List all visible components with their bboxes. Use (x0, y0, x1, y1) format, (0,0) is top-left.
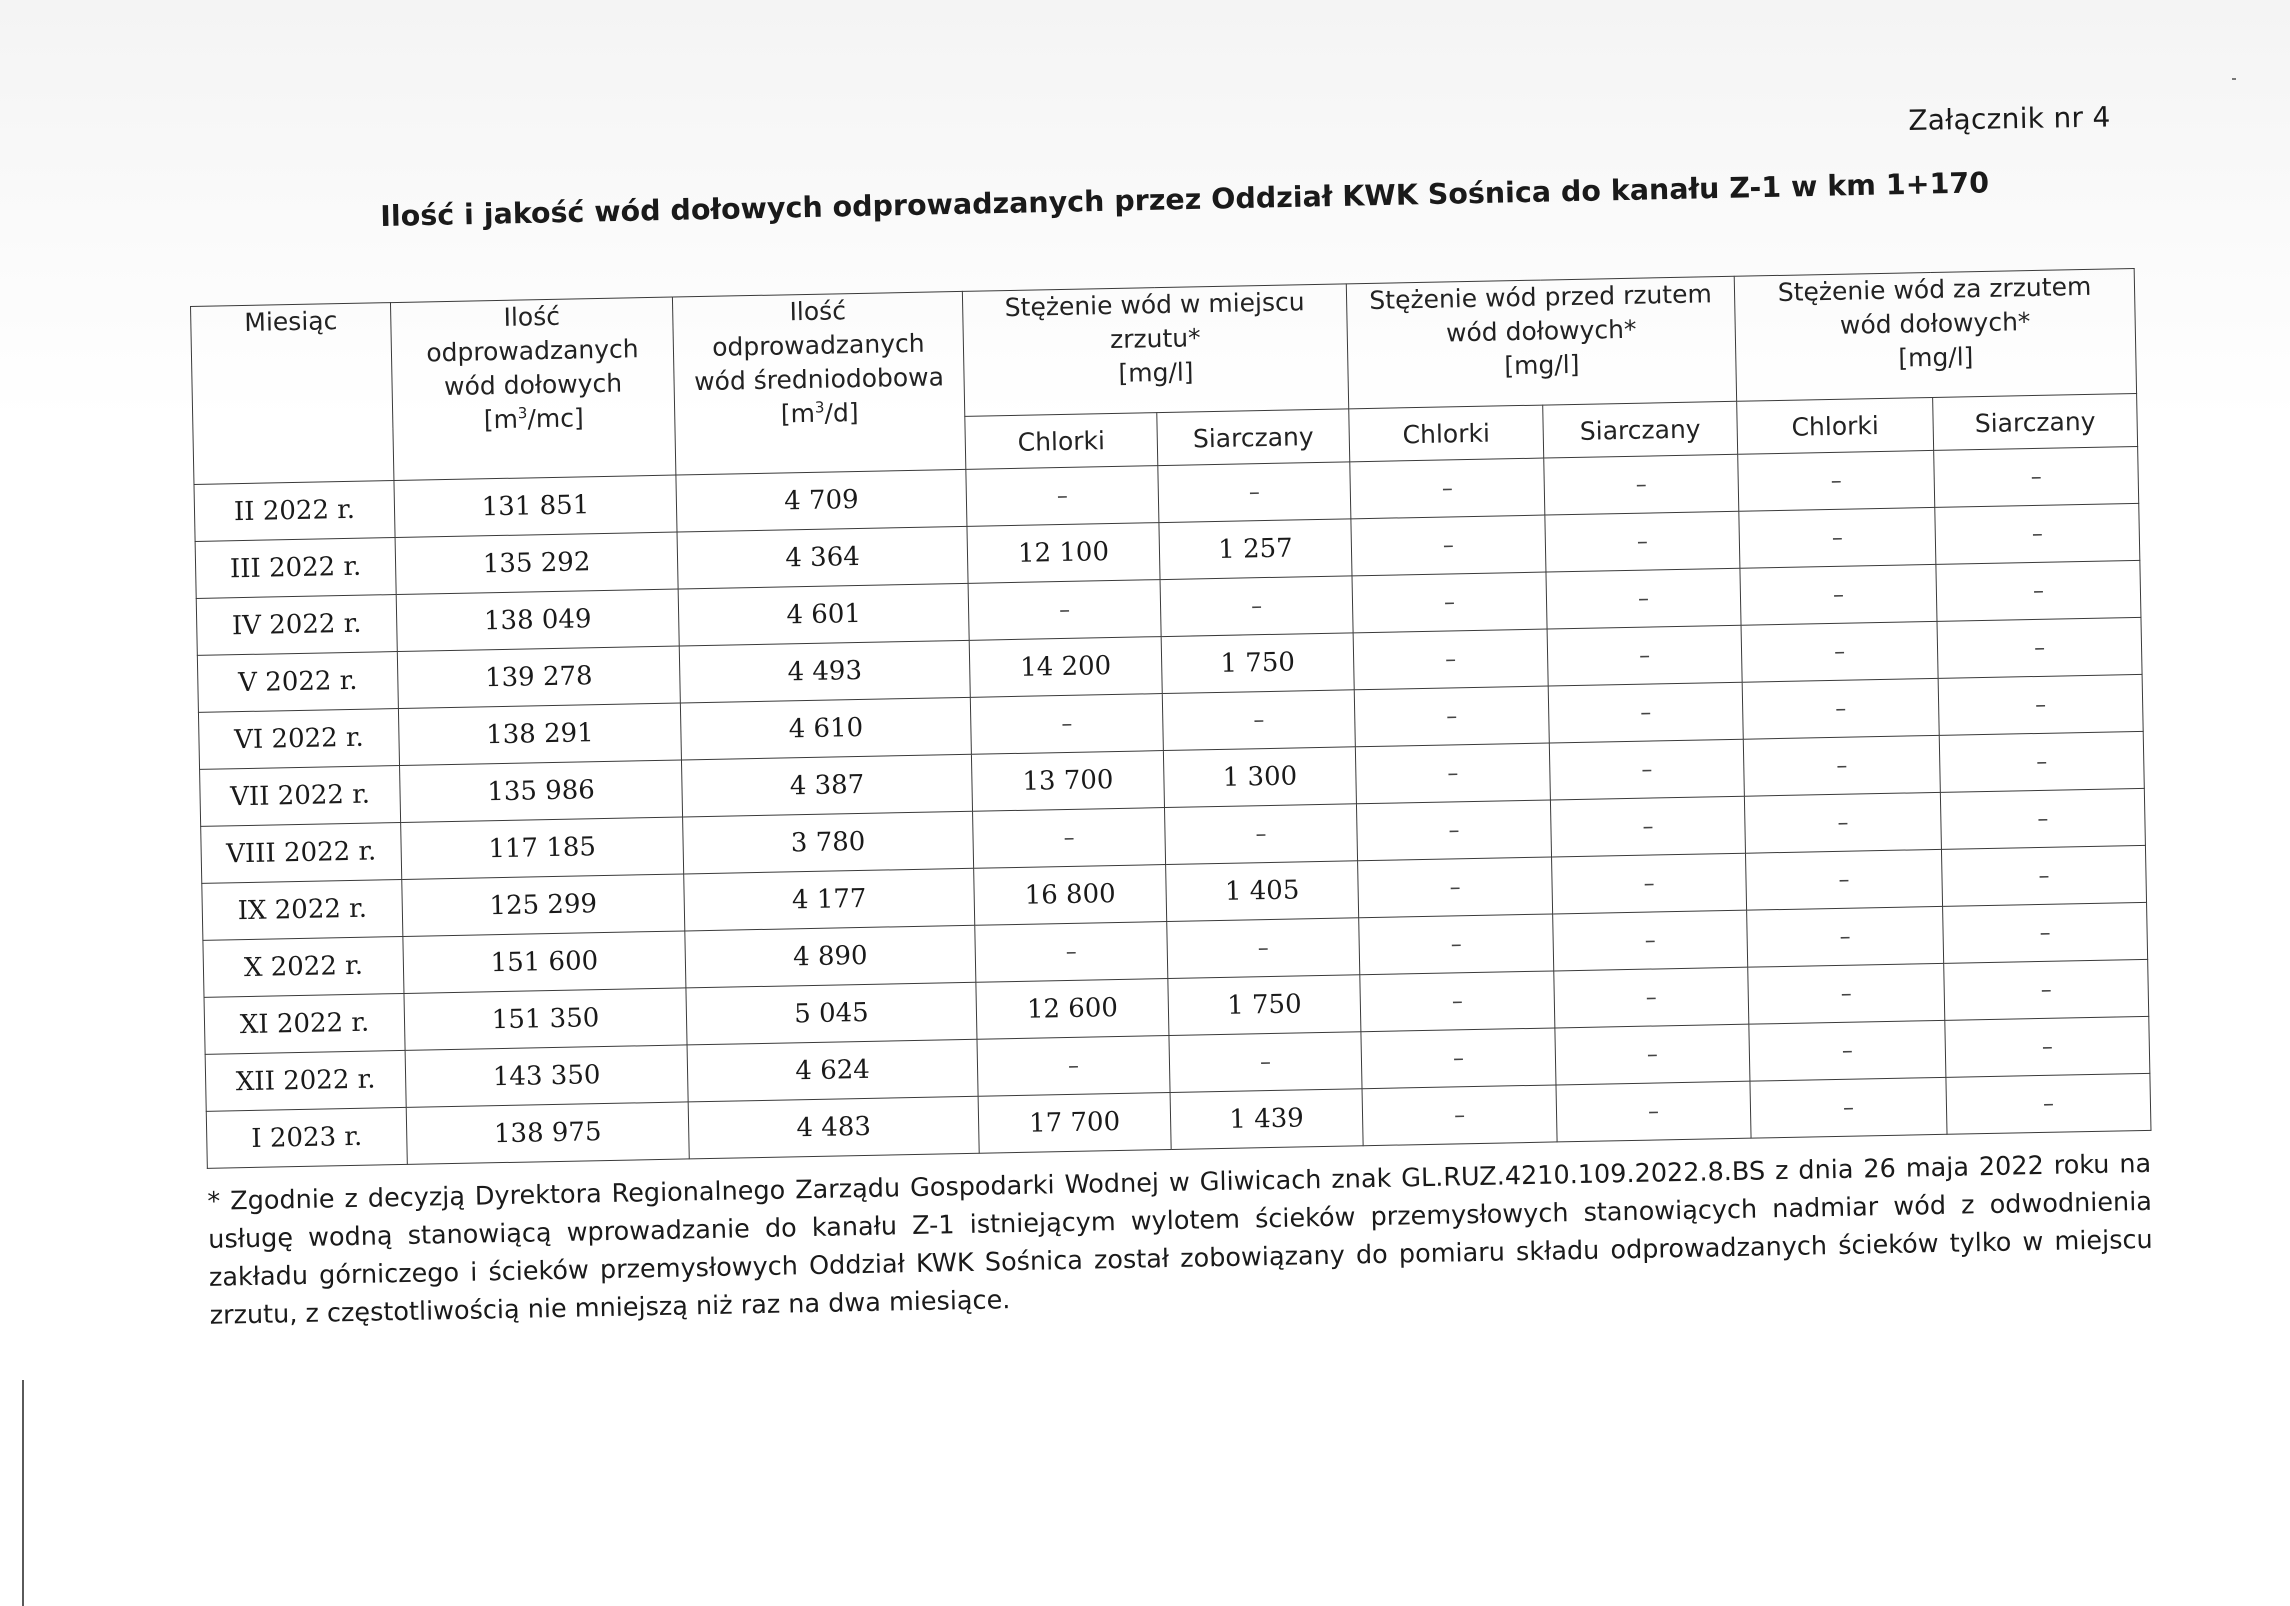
cell-after-sulfates: – (1940, 788, 2145, 849)
cell-discharge-sulfates: – (1167, 918, 1360, 979)
cell-discharge-sulfates: – (1164, 804, 1357, 865)
cell-month: IX 2022 r. (202, 879, 403, 940)
cell-month: VII 2022 r. (200, 765, 401, 826)
cell-daily-volume: 4 601 (678, 583, 969, 646)
cell-after-sulfates: – (1943, 902, 2148, 963)
cell-after-chlorides: – (1740, 564, 1937, 625)
cell-after-sulfates: – (1938, 674, 2143, 735)
header-monthly-volume-line3: wód dołowych (443, 368, 623, 402)
cell-after-sulfates: – (1936, 560, 2141, 621)
header-monthly-volume-line2: odprowadzanych (425, 334, 639, 368)
cell-discharge-chlorides: – (973, 808, 1166, 869)
header-daily-volume-unit (675, 394, 965, 434)
header-monthly-volume-unit (393, 400, 675, 439)
table-block (190, 268, 2154, 1335)
cell-after-chlorides: – (1741, 621, 1938, 682)
cell-after-sulfates: – (1937, 617, 2142, 678)
cell-monthly-volume: 138 291 (398, 703, 681, 766)
cell-before-sulfates: – (1552, 853, 1747, 914)
header-daily-volume (672, 291, 965, 475)
cell-before-sulfates: – (1545, 511, 1740, 572)
cell-discharge-chlorides: 17 700 (978, 1092, 1171, 1153)
cell-monthly-volume: 135 986 (400, 760, 683, 823)
document-title: Ilość i jakość wód dołowych odprowadzanych przez Oddział KWK Sośnica do kanału Z-1 w km 1+170 (380, 166, 1990, 233)
cell-month: III 2022 r. (195, 538, 396, 599)
cell-discharge-chlorides: – (977, 1036, 1170, 1097)
cell-discharge-chlorides: 14 200 (969, 637, 1162, 698)
cell-after-chlorides: – (1747, 906, 1944, 967)
cell-discharge-sulfates: – (1158, 462, 1351, 523)
cell-discharge-sulfates: 1 257 (1159, 519, 1352, 580)
header-conc-after-line2: wód dołowych* (1839, 307, 2031, 340)
cell-after-sulfates: – (1945, 1016, 2150, 1077)
cell-month: V 2022 r. (197, 652, 398, 713)
cell-monthly-volume: 135 292 (395, 532, 678, 595)
cell-discharge-chlorides: 16 800 (974, 865, 1167, 926)
header-conc-before-unit: [mg/l] (1504, 349, 1580, 381)
cell-before-chlorides: – (1352, 572, 1547, 633)
header-conc-before-line1: Stężenie wód przed rzutem (1369, 279, 1713, 315)
cell-month: VI 2022 r. (198, 709, 399, 770)
header-conc-after (1734, 268, 2136, 401)
cell-daily-volume: 4 610 (680, 697, 971, 760)
cell-daily-volume: 4 493 (679, 640, 970, 703)
unit-base: [m (780, 398, 816, 429)
cell-before-chlorides: – (1361, 1028, 1556, 1089)
cell-daily-volume: 4 364 (677, 526, 968, 589)
cell-daily-volume: 4 709 (676, 469, 967, 532)
cell-before-sulfates: – (1546, 568, 1741, 629)
cell-monthly-volume: 117 185 (401, 817, 684, 880)
cell-before-sulfates: – (1550, 796, 1745, 857)
cell-discharge-sulfates: 1 300 (1163, 747, 1356, 808)
cell-month: IV 2022 r. (196, 595, 397, 656)
cell-after-chlorides: – (1742, 678, 1939, 739)
header-conc-discharge-line1: Stężenie wód w miejscu (1004, 287, 1305, 323)
footnote: * Zgodnie z decyzją Dyrektora Regionalnego Zarządu Gospodarki Wodnej w Gliwicach znak GL.RUZ.4210.109.2022.8.BS z dnia 26 maja 2022 roku na usługę wodną stanowiącą wprowadzanie do kanału Z-1 istniejącym wylotem ścieków przemysłowych stanowiących nadmiar wód z odwodnienia zakładu górniczego i ścieków przemysłowych Oddział KWK Sośnica został zobowiązany do pomiaru składu odprowadzanych ścieków tylko w miejscu zrzutu, z częstotliwością nie mniejszą niż raz na dwa miesiące. (207, 1148, 2153, 1331)
cell-daily-volume: 4 624 (687, 1039, 978, 1102)
header-before-chlorides: Chlorki (1349, 405, 1544, 462)
header-daily-volume-line1: Ilość (789, 296, 847, 327)
cell-month: VIII 2022 r. (201, 822, 402, 883)
cell-after-sulfates: – (1935, 503, 2140, 564)
cell-before-chlorides: – (1350, 458, 1545, 519)
cell-daily-volume: 4 890 (685, 925, 976, 988)
cell-daily-volume: 5 045 (686, 982, 977, 1045)
water-quality-table (190, 268, 2152, 1169)
cell-before-sulfates: – (1544, 454, 1739, 515)
cell-after-chlorides: – (1748, 963, 1945, 1024)
cell-discharge-chlorides: 12 600 (976, 979, 1169, 1040)
cell-discharge-sulfates: – (1162, 690, 1355, 751)
cell-discharge-chlorides: – (970, 694, 1163, 755)
cell-discharge-sulfates: 1 405 (1166, 861, 1359, 922)
scan-edge-line (22, 1380, 24, 1606)
cell-after-chlorides: – (1749, 1020, 1946, 1081)
scan-speck (2232, 78, 2236, 80)
header-conc-discharge-unit: [mg/l] (1118, 357, 1194, 388)
cell-before-chlorides: – (1358, 857, 1553, 918)
cell-before-chlorides: – (1355, 743, 1550, 804)
header-conc-after-line1: Stężenie wód za zrzutem (1777, 271, 2092, 307)
cell-discharge-sulfates: 1 750 (1168, 975, 1361, 1036)
cell-before-chlorides: – (1359, 914, 1554, 975)
cell-before-sulfates: – (1548, 682, 1743, 743)
cell-discharge-sulfates: – (1169, 1032, 1362, 1093)
header-discharge-chlorides: Chlorki (965, 413, 1158, 470)
cell-monthly-volume: 138 049 (396, 589, 679, 652)
cell-monthly-volume: 139 278 (397, 646, 680, 709)
cell-month: I 2023 r. (206, 1107, 407, 1168)
cell-before-chlorides: – (1351, 515, 1546, 576)
header-month-label: Miesiąc (244, 306, 338, 337)
cell-after-chlorides: – (1750, 1077, 1947, 1138)
cell-monthly-volume: 131 851 (394, 475, 677, 538)
header-conc-discharge (962, 284, 1348, 416)
cell-discharge-chlorides: 12 100 (967, 523, 1160, 584)
unit-rest: /d] (824, 397, 859, 428)
header-monthly-volume-line1: Ilość (503, 301, 561, 332)
cell-monthly-volume: 125 299 (402, 874, 685, 937)
cell-after-chlorides: – (1739, 507, 1936, 568)
cell-after-chlorides: – (1744, 792, 1941, 853)
header-conc-before (1346, 276, 1736, 409)
cell-discharge-chlorides: 13 700 (971, 751, 1164, 812)
cell-discharge-sulfates: 1 750 (1161, 633, 1354, 694)
cell-before-sulfates: – (1549, 739, 1744, 800)
cell-before-chlorides: – (1356, 800, 1551, 861)
cell-discharge-chlorides: – (966, 466, 1159, 527)
cell-before-sulfates: – (1547, 625, 1742, 686)
cell-after-chlorides: – (1746, 849, 1943, 910)
cell-after-sulfates: – (1944, 959, 2149, 1020)
cell-monthly-volume: 138 975 (406, 1102, 689, 1165)
header-discharge-sulfates: Siarczany (1157, 409, 1350, 466)
header-conc-after-unit: [mg/l] (1898, 342, 1974, 373)
cell-before-chlorides: – (1354, 686, 1549, 747)
cell-before-chlorides: – (1353, 629, 1548, 690)
cell-daily-volume: 3 780 (683, 811, 974, 874)
header-conc-before-line2: wód dołowych* (1445, 314, 1637, 348)
cell-month: X 2022 r. (203, 936, 404, 997)
cell-month: XII 2022 r. (205, 1050, 406, 1111)
unit-rest: /mc] (527, 403, 585, 434)
unit-sup: 3 (814, 398, 825, 417)
cell-month: XI 2022 r. (204, 993, 405, 1054)
cell-month: II 2022 r. (194, 481, 395, 542)
header-after-chlorides: Chlorki (1737, 397, 1934, 454)
cell-before-sulfates: – (1556, 1081, 1751, 1142)
cell-before-chlorides: – (1362, 1085, 1557, 1146)
cell-after-sulfates: – (1934, 446, 2139, 507)
cell-daily-volume: 4 177 (684, 868, 975, 931)
cell-after-chlorides: – (1738, 450, 1935, 511)
cell-monthly-volume: 151 350 (404, 988, 687, 1051)
header-before-sulfates: Siarczany (1543, 401, 1738, 458)
cell-after-chlorides: – (1743, 735, 1940, 796)
unit-base: [m (483, 404, 519, 435)
cell-after-sulfates: – (1939, 731, 2144, 792)
cell-discharge-sulfates: 1 439 (1170, 1089, 1363, 1150)
cell-before-sulfates: – (1553, 910, 1748, 971)
cell-before-chlorides: – (1360, 971, 1555, 1032)
cell-before-sulfates: – (1554, 967, 1749, 1028)
header-conc-discharge-line2: zrzutu* (1109, 323, 1201, 355)
header-daily-volume-line2: odprowadzanych (711, 328, 925, 362)
cell-discharge-sulfates: – (1160, 576, 1353, 637)
cell-discharge-chlorides: – (968, 580, 1161, 641)
cell-after-sulfates: – (1946, 1073, 2151, 1134)
cell-after-sulfates: – (1941, 845, 2146, 906)
header-daily-volume-line3: wód średniodobowa (693, 362, 945, 397)
cell-monthly-volume: 143 350 (405, 1045, 688, 1108)
header-month (191, 303, 394, 485)
cell-daily-volume: 4 483 (688, 1096, 979, 1159)
cell-daily-volume: 4 387 (681, 754, 972, 817)
header-after-sulfates: Siarczany (1933, 393, 2138, 450)
unit-sup: 3 (517, 404, 528, 423)
cell-monthly-volume: 151 600 (403, 931, 686, 994)
table-body (194, 446, 2151, 1168)
header-monthly-volume (390, 297, 675, 480)
cell-discharge-chlorides: – (975, 922, 1168, 983)
cell-before-sulfates: – (1555, 1024, 1750, 1085)
annex-label: Załącznik nr 4 (1908, 100, 2111, 137)
